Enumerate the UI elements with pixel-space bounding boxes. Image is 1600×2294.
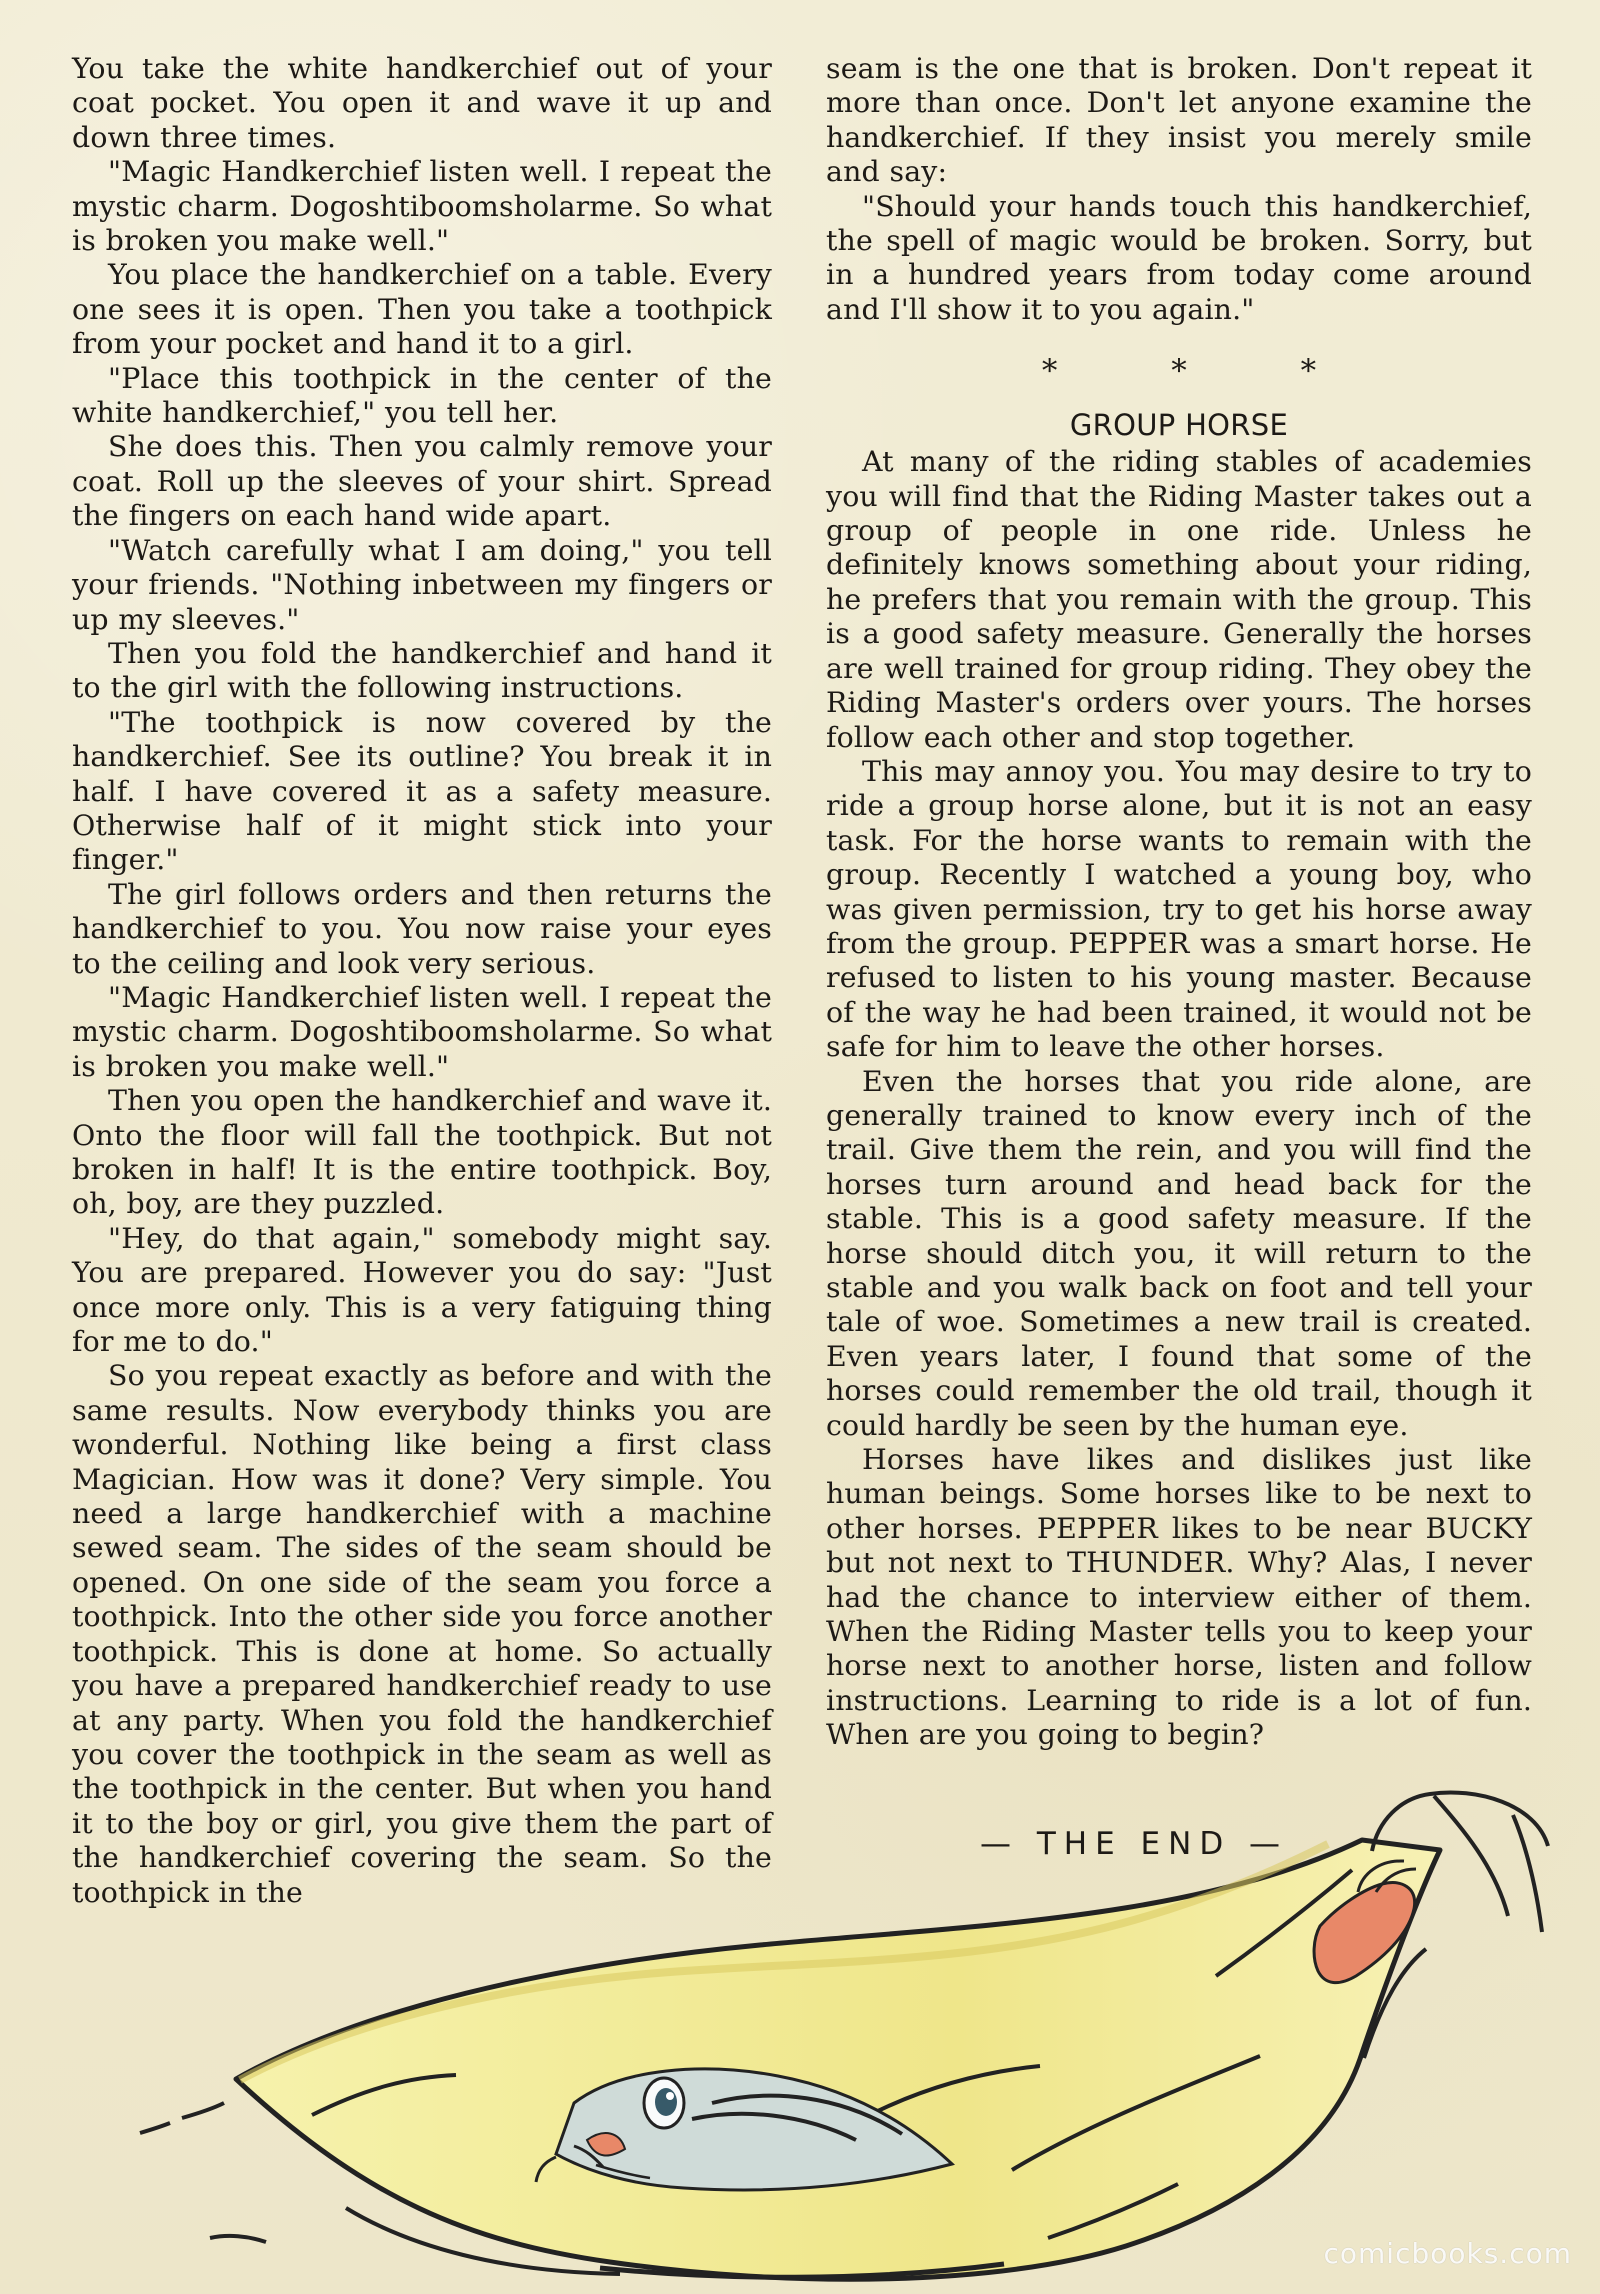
right-text-column xyxy=(826,52,1532,1753)
right-intro-paragraph-2: "Should your hands touch this handkerchief, the spell of magic would be broken. Sorry, but in a hundred years from today come around and I'll show it to you again." xyxy=(826,189,1532,326)
cloth-icon xyxy=(140,1792,1548,2279)
section-separator: * * * xyxy=(1041,353,1369,390)
left-paragraph-5: She does this. Then you calmly remove your coat. Roll up the sleeves of your shirt. Spread the fingers on each hand wide apart. xyxy=(72,430,772,533)
left-paragraph-4: "Place this toothpick in the center of the white handkerchief," you tell her. xyxy=(72,361,772,430)
left-paragraph-9: The girl follows orders and then returns the handkerchief to you. You now raise your eyes to the ceiling and look very serious. xyxy=(72,877,772,980)
left-paragraph-2: "Magic Handkerchief listen well. I repeat the mystic charm. Dogoshtiboomsholarme. So what is broken you make well." xyxy=(72,155,772,258)
left-text-column xyxy=(72,52,772,1910)
right-section-paragraph-2: This may annoy you. You may desire to try to ride a group horse alone, but it is not an easy task. For the horse wants to remain with the group. Recently I watched a young boy, who was given permission, try to get his horse away from the group. PEPPER was a smart horse. He refused to listen to his young master. Because of the way he had been trained, it would not be safe for him to leave the other horses. xyxy=(826,754,1532,1064)
left-paragraph-8: "The toothpick is now covered by the handkerchief. See its outline? You break it in half. I have covered it as a safety measure. Otherwise half of it might stick into your finger." xyxy=(72,705,772,877)
left-paragraph-10: "Magic Handkerchief listen well. I repeat the mystic charm. Dogoshtiboomsholarme. So what is broken you make well." xyxy=(72,980,772,1083)
left-paragraph-1: You take the white handkerchief out of your coat pocket. You open it and wave it up and down three times. xyxy=(72,52,772,154)
left-paragraph-7: Then you fold the handkerchief and hand it to the girl with the following instructions. xyxy=(72,636,772,705)
right-section-paragraph-4: Horses have likes and dislikes just like human beings. Some horses like to be next to other horses. PEPPER likes to be near BUCKY but not next to THUNDER. Why? Alas, I never had the chance to interview either of them. When the Riding Master tells you to keep your horse next to another horse, listen and follow instructions. Learning to ride is a lot of fun. When are you going to begin? xyxy=(826,1443,1532,1752)
right-section-paragraph-3: Even the horses that you ride alone, are generally trained to know every inch of the trail. Give them the rein, and you will find the horses turn around and head back for the stable. This is a good safety measure. If the horse should ditch you, it will return to the stable and you walk back on foot and tell your tale of woe. Sometimes a new trail is created. Even years later, I found that some of the horses could remember the old trail, though it could hardly be seen by the human eye. xyxy=(826,1064,1532,1442)
end-mark: — THE END — xyxy=(980,1826,1289,1862)
right-intro-paragraph-1: seam is the one that is broken. Don't repeat it more than once. Don't let anyone examine the handkerchief. If they insist you merely smile and say: xyxy=(826,52,1532,189)
watermark: comicbooks.com xyxy=(1323,2237,1572,2270)
left-paragraph-6: "Watch carefully what I am doing," you tell your friends. "Nothing inbetween my fingers or up my sleeves." xyxy=(72,533,772,636)
left-paragraph-11: Then you open the handkerchief and wave it. Onto the floor will fall the toothpick. But not broken in half! It is the entire toothpick. Boy, oh, boy, are they puzzled. xyxy=(72,1084,772,1221)
bottom-illustration xyxy=(0,1788,1600,2294)
left-paragraph-3: You place the handkerchief on a table. Every one sees it is open. Then you take a toothpick from your pocket and hand it to a girl. xyxy=(72,258,772,361)
left-paragraph-12: "Hey, do that again," somebody might say. You are prepared. However you do say: "Just once more only. This is a very fatiguing thing for me to do." xyxy=(72,1221,772,1359)
left-paragraph-13: So you repeat exactly as before and with the same results. Now everybody thinks you are wonderful. Nothing like being a first class Magician. How was it done? Very simple. You need a large handkerchief with a machine sewed seam. The sides of the seam should be opened. On one side of the seam you force a toothpick. Into the other side you force another toothpick. This is done at home. So actually you have a prepared handkerchief ready to use at any party. When you fold the handkerchief you cover the toothpick in the seam as well as the toothpick in the center. But when you hand it to the boy or girl, you give them the part of the handkerchief covering the seam. So the toothpick in the xyxy=(72,1359,772,1909)
section-title: GROUP HORSE xyxy=(1069,408,1289,443)
right-section-paragraph-1: At many of the riding stables of academies you will find that the Riding Master takes out a group of people in one ride. Unless he definitely knows something about your riding, he prefers that you remain with the group. This is a good safety measure. Generally the horses are well trained for group riding. They obey the Riding Master's orders over yours. The horses follow each other and stop together. xyxy=(826,445,1532,754)
